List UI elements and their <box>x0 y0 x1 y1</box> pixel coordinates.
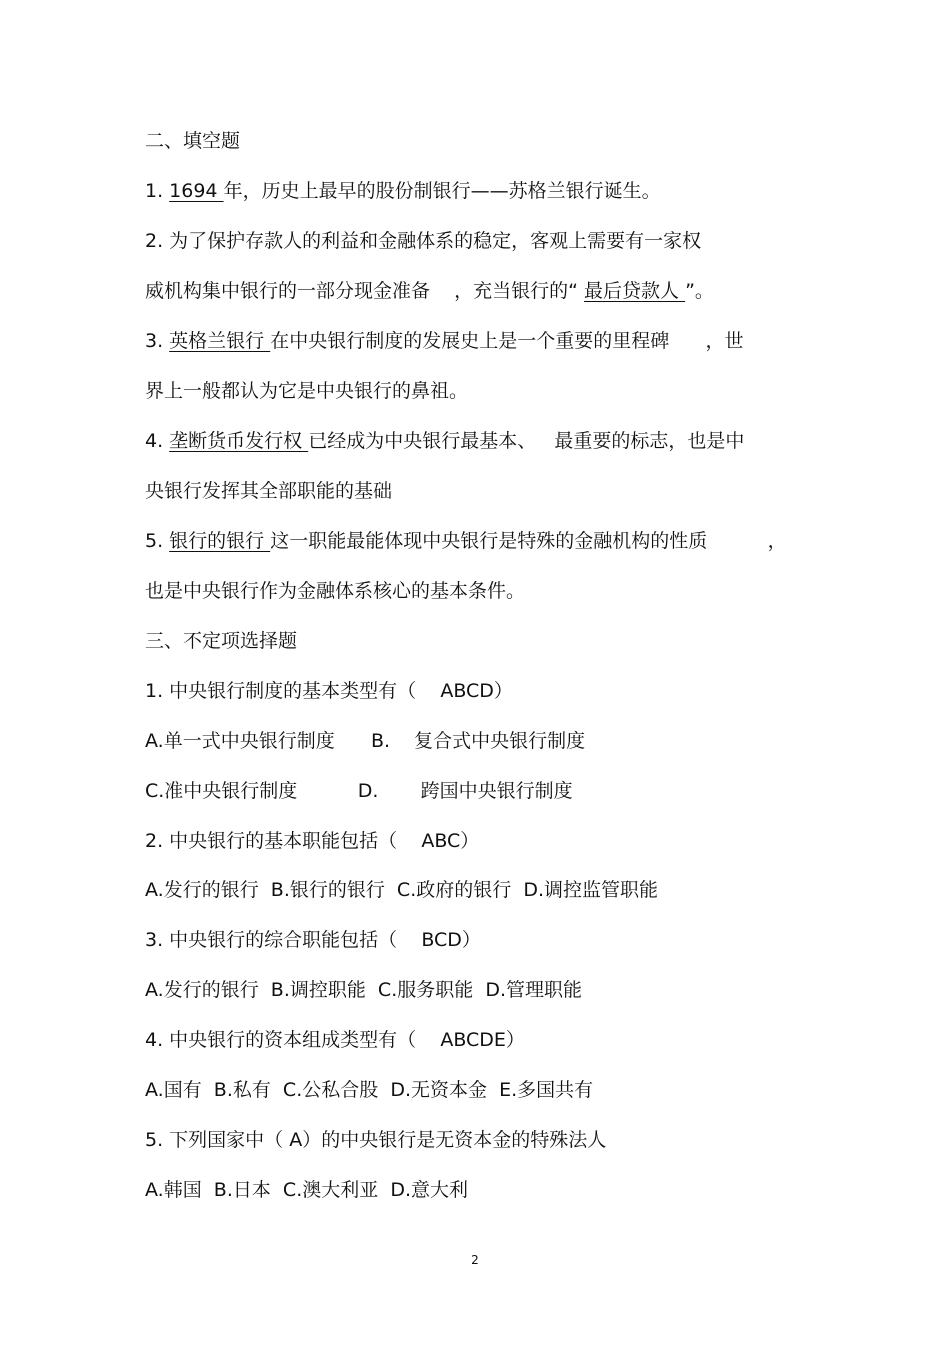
choice-question-2-stem: 2. 中央银行的基本职能包括（ ABC） <box>145 830 480 852</box>
question-number: 4. <box>145 430 170 452</box>
fill-question-3-line1 <box>145 328 743 354</box>
question-number: 5. <box>145 530 170 552</box>
choice-question-5-stem: 5. 下列国家中（ A）的中央银行是无资本金的特殊法人 <box>145 1129 607 1151</box>
fill-question-3-line2: 界上一般都认为它是中央银行的鼻祖。 <box>145 380 469 402</box>
answer-blank: 银行的银行 <box>169 530 271 552</box>
question-text: 已经成为中央银行最基本、 最重要的标志，也是中 <box>308 430 745 452</box>
fill-question-4-line2: 央银行发挥其全部职能的基础 <box>145 480 393 502</box>
fill-question-4-line1 <box>145 428 744 454</box>
section-heading-fill-in-blank: 二、填空题 <box>145 130 241 152</box>
question-text: 在中央银行制度的发展史上是一个重要的里程碑 ，世 <box>270 330 744 352</box>
choice-question-5-options: A.韩国 B.日本 C.澳大利亚 D.意大利 <box>145 1179 468 1201</box>
question-number: 1. <box>145 180 170 202</box>
choice-question-4-stem: 4. 中央银行的资本组成类型有（ ABCDE） <box>145 1029 525 1051</box>
fill-question-2-line2 <box>145 278 714 304</box>
page-number: 2 <box>471 1253 479 1267</box>
answer-blank: 英格兰银行 <box>169 330 271 352</box>
choice-question-2-options: A.发行的银行 B.银行的银行 C.政府的银行 D.调控监管职能 <box>145 879 658 901</box>
question-number: 3. <box>145 330 170 352</box>
section-heading-multiple-choice: 三、不定项选择题 <box>145 630 298 652</box>
choice-question-1-stem: 1. 中央银行制度的基本类型有（ ABCD） <box>145 680 513 702</box>
answer-blank: 垄断货币发行权 <box>169 430 309 452</box>
choice-question-1-options-row2: C.准中央银行制度 D. 跨国中央银行制度 <box>145 780 573 802</box>
fill-question-2-line1: 2. 为了保护存款人的利益和金融体系的稳定，客观上需要有一家权 <box>145 230 702 252</box>
choice-question-4-options: A.国有 B.私有 C.公私合股 D.无资本金 E.多国共有 <box>145 1079 594 1101</box>
question-text: ”。 <box>685 280 714 302</box>
fill-question-5-line1 <box>145 528 787 554</box>
fill-question-5-line2: 也是中央银行作为金融体系核心的基本条件。 <box>145 580 526 602</box>
choice-question-3-stem: 3. 中央银行的综合职能包括（ BCD） <box>145 929 481 951</box>
fill-question-1 <box>145 178 661 204</box>
question-text: 威机构集中银行的一部分现金准备 ，充当银行的“ <box>145 280 585 302</box>
choice-question-3-options: A.发行的银行 B.调控职能 C.服务职能 D.管理职能 <box>145 979 582 1001</box>
choice-question-1-options-row1: A.单一式中央银行制度 B. 复合式中央银行制度 <box>145 730 586 752</box>
question-text: 这一职能最能体现中央银行是特殊的金融机构的性质 ， <box>270 530 787 552</box>
question-text: 年，历史上最早的股份制银行——苏格兰银行诞生。 <box>223 180 661 202</box>
answer-blank: 最后贷款人 <box>584 280 686 302</box>
answer-blank: 1694 <box>169 180 224 202</box>
